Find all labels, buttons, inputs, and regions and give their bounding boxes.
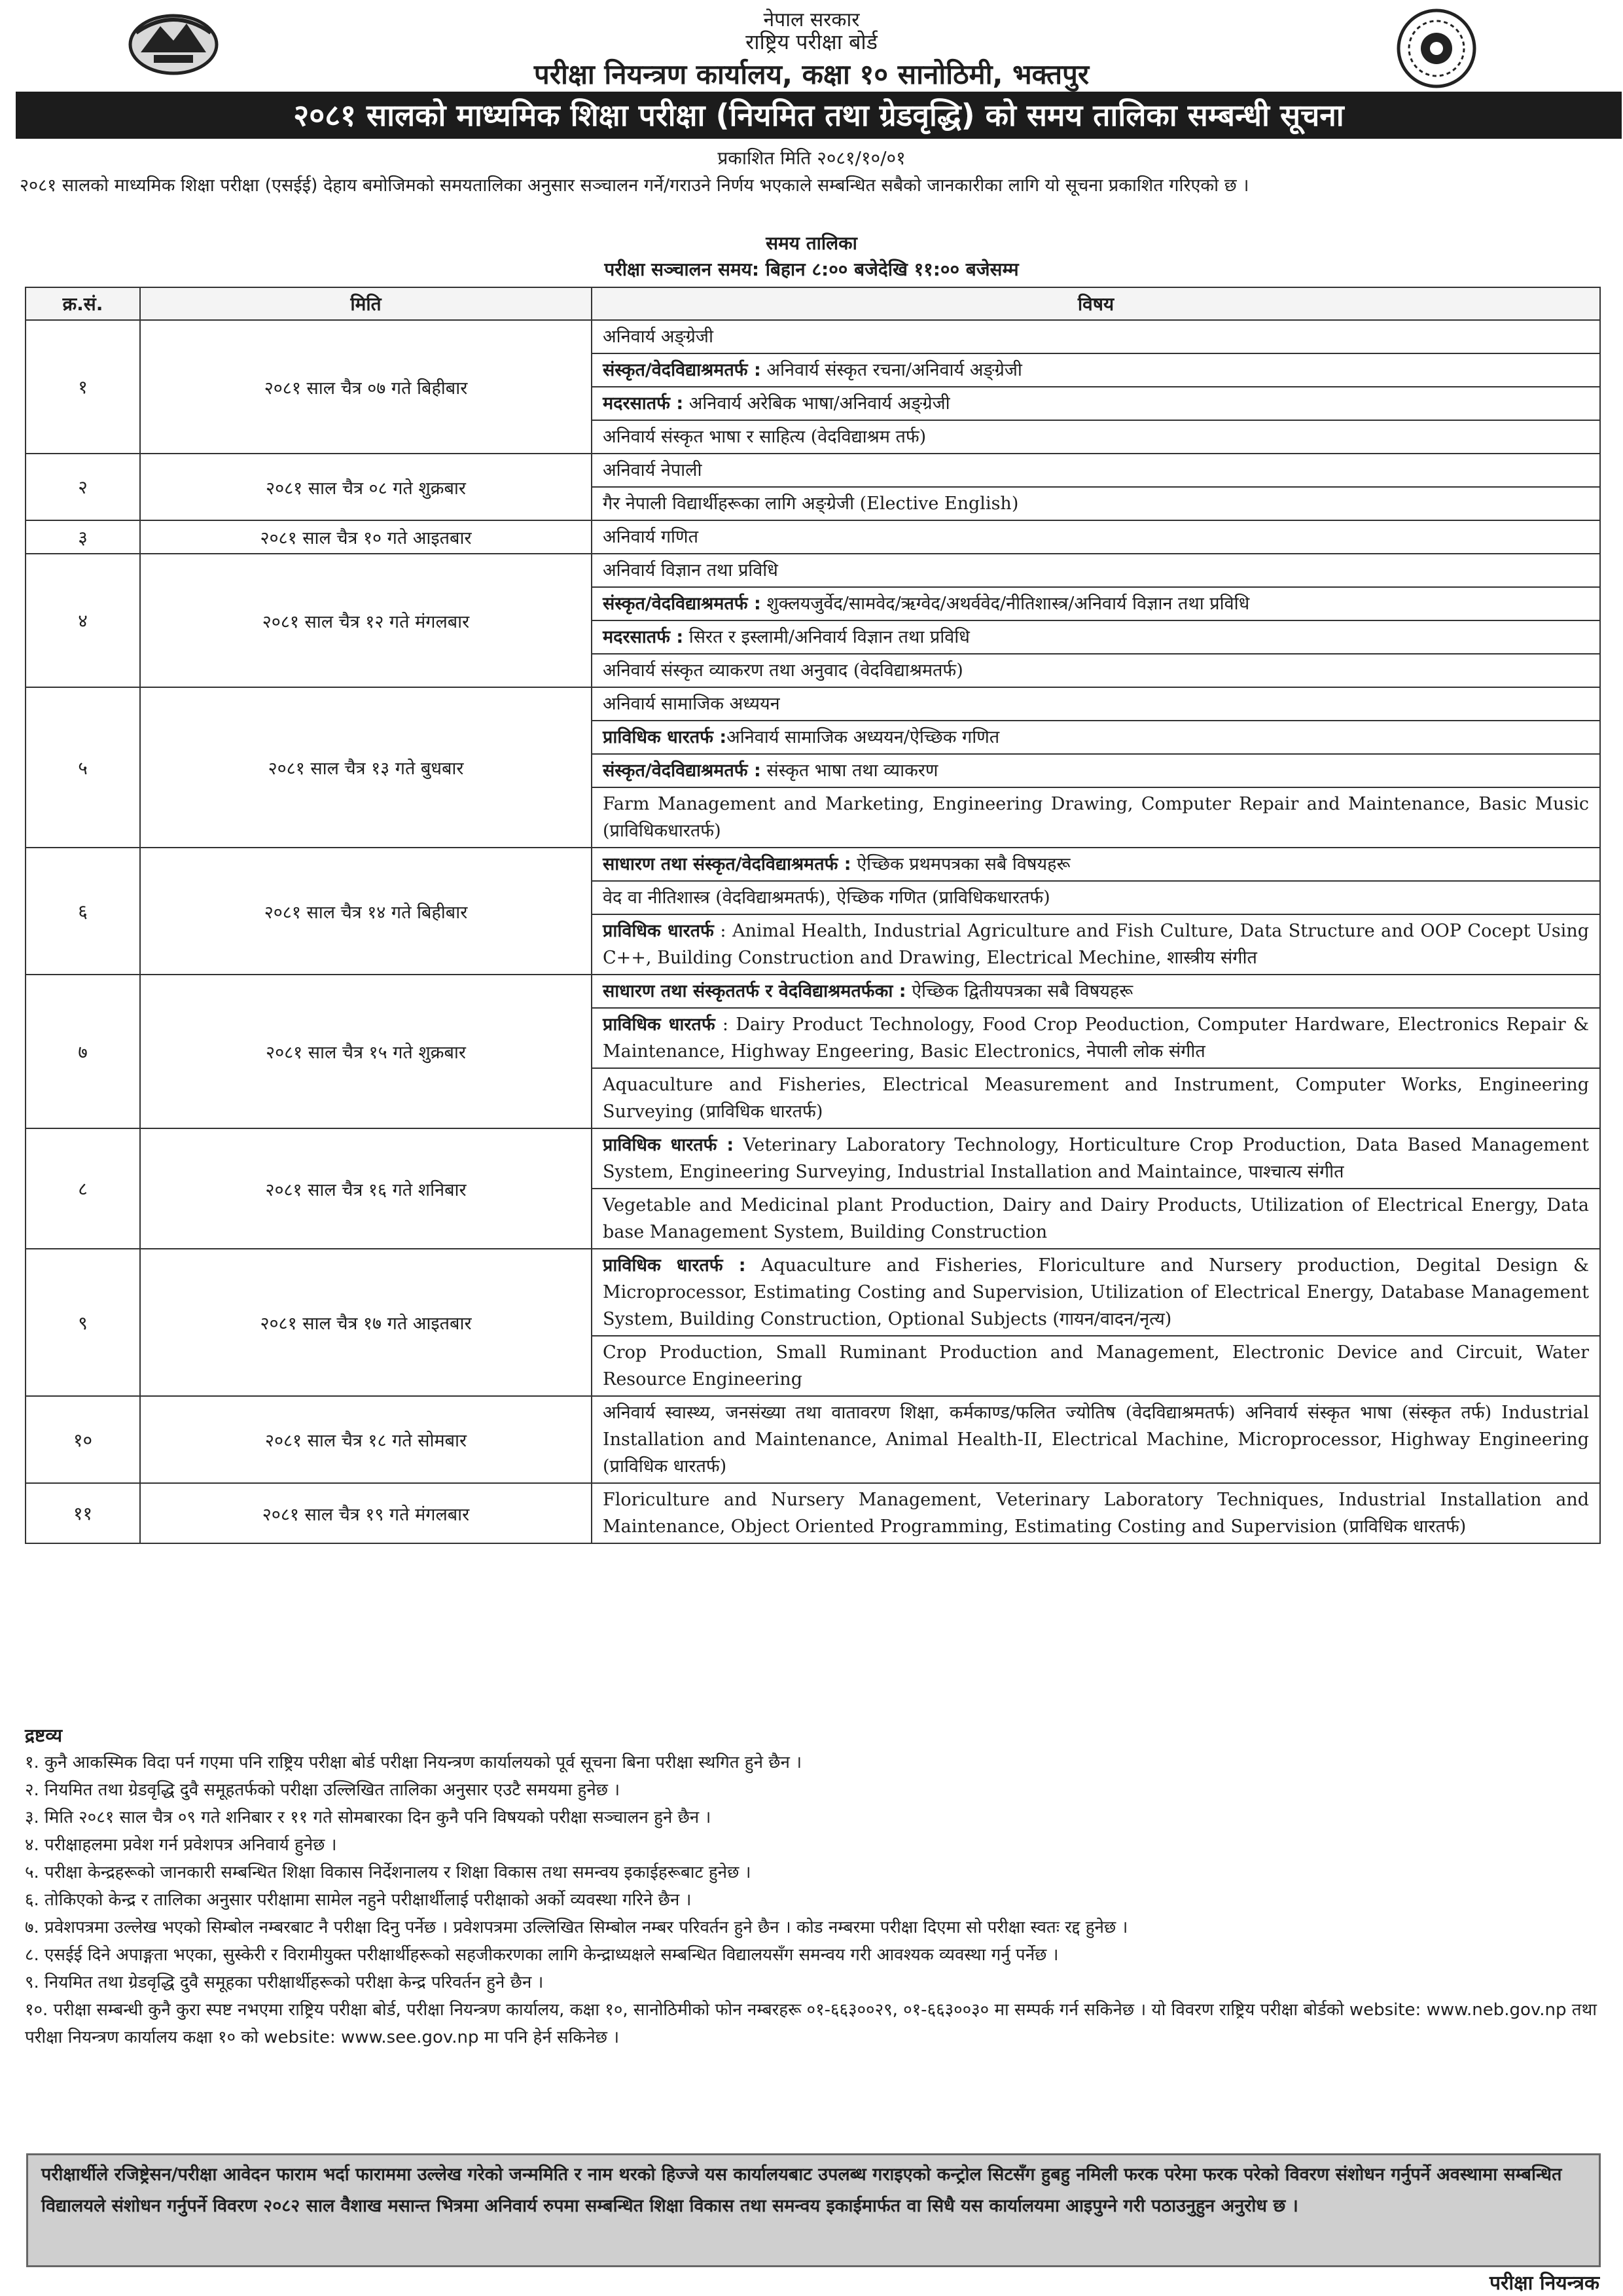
- subject-cell: [592, 1249, 1600, 1336]
- subject-cell: [592, 320, 1600, 353]
- note-item: २. नियमित तथा ग्रेडवृद्धि दुवै समूहतर्फको परीक्षा उल्लिखित तालिका अनुसार एउटै समयमा हुनेछ ।: [25, 1780, 620, 1800]
- table-row: [26, 975, 1600, 1008]
- subject-text: Crop Production, Small Ruminant Production and Management, Electronic Device and Circuit, Water Resource Engineering: [603, 1342, 1589, 1390]
- subject-cell: [592, 587, 1600, 620]
- date-cell: २०८१ साल चैत्र १३ गते बुधबार: [140, 687, 592, 848]
- note-item: ४. परीक्षाहलमा प्रवेश गर्न प्रवेशपत्र अनिवार्य हुनेछ ।: [25, 1835, 337, 1855]
- table-row: [26, 554, 1600, 587]
- subject-text: अनिवार्य संस्कृत व्याकरण तथा अनुवाद (वेदविद्याश्रमतर्फ): [603, 660, 963, 681]
- serial-cell: ८: [26, 1128, 140, 1249]
- subject-cell: [592, 687, 1600, 721]
- date-cell: २०८१ साल चैत्र १० गते आइतबार: [140, 520, 592, 554]
- subject-cell: [592, 1128, 1600, 1189]
- subject-cell: [592, 1068, 1600, 1128]
- subject-text: अनिवार्य अरेबिक भाषा/अनिवार्य अङ्ग्रेजी: [683, 393, 950, 414]
- subject-text: अनिवार्य सामाजिक अध्ययन/ऐच्छिक गणित: [726, 727, 1000, 747]
- table-row: [26, 1249, 1600, 1336]
- notes-title: द्रष्टव्य: [25, 1725, 63, 1746]
- subject-text: गैर नेपाली विद्यार्थीहरूका लागि अङ्ग्रेजी (Elective English): [603, 493, 1019, 514]
- table-row: [26, 320, 1600, 353]
- serial-cell: १: [26, 320, 140, 454]
- subject-text: Vegetable and Medicinal plant Production, Dairy and Dairy Products, Utilization of Electrical Energy, Data base Management System, Building Construction: [603, 1195, 1589, 1242]
- serial-cell: ४: [26, 554, 140, 687]
- serial-cell: ६: [26, 848, 140, 975]
- notice-box: परीक्षार्थीले रजिष्ट्रेसन/परीक्षा आवेदन फाराम भर्दा फाराममा उल्लेख गरेको जन्ममिति र नाम थरको हिज्जे यस कार्यालयबाट उपलब्ध गराइएको कन्ट्रोल सिटसँग हुबहु नमिली फरक परेमा फरक परेको विवरण संशोधन गर्नुपर्ने अवस्थामा सम्बन्धित विद्यालयले संशोधन गर्नुपर्ने विवरण २०८२ साल वैशाख मसान्त भित्रमा अनिवार्य रुपमा सम्बन्धित शिक्षा विकास तथा समन्वय इकाईमार्फत वा सिधै यस कार्यालयमा आइपुग्ने गरी पठाउनुहुन अनुरोध छ ।: [26, 2153, 1601, 2267]
- subject-cell: [592, 420, 1600, 454]
- notice-title-banner: २०८१ सालको माध्यमिक शिक्षा परीक्षा (नियमित तथा ग्रेडवृद्धि) को समय तालिका सम्बन्धी सूचना: [16, 92, 1622, 139]
- subject-cell: [592, 754, 1600, 787]
- note-item: १. कुनै आकस्मिक विदा पर्न गएमा पनि राष्ट्रिय परीक्षा बोर्ड परीक्षा नियन्त्रण कार्यालयको पूर्व सूचना बिना परीक्षा स्थगित हुने छैन ।: [25, 1753, 802, 1772]
- note-item: ५. परीक्षा केन्द्रहरूको जानकारी सम्बन्धित शिक्षा विकास निर्देशनालय र शिक्षा विकास तथा समन्वय इकाईहरूबाट हुनेछ ।: [25, 1863, 751, 1882]
- schedule-table: [25, 287, 1601, 1544]
- col-header-date: मिति: [140, 287, 592, 320]
- date-cell: २०८१ साल चैत्र १२ गते मंगलबार: [140, 554, 592, 687]
- subject-text: सिरत र इस्लामी/अनिवार्य विज्ञान तथा प्रविधि: [683, 627, 970, 647]
- table-header-row: [26, 287, 1600, 320]
- subject-cell: [592, 487, 1600, 520]
- stream-label: प्राविधिक धारतर्फ :: [603, 1135, 734, 1155]
- serial-cell: ११: [26, 1483, 140, 1543]
- board-name: राष्ट्रिय परीक्षा बोर्ड: [745, 29, 878, 54]
- subject-text: ऐच्छिक द्वितीयपत्रका सबै विषयहरू: [906, 981, 1133, 1001]
- government-name: नेपाल सरकार: [763, 9, 860, 31]
- subject-text: Veterinary Laboratory Technology, Horticulture Crop Production, Data Based Management System, Engineering Surveying, Industrial Installation and Maintaince, पाश्चात्य संगीत: [603, 1135, 1590, 1182]
- subject-cell: [592, 787, 1600, 848]
- subject-text: Floriculture and Nursery Management, Veterinary Laboratory Techniques, Industrial Installation and Maintenance, Object Oriented Programming, Estimating Costing and Supervision (प्राविधिक धारतर्फ): [603, 1490, 1589, 1537]
- stream-label: संस्कृत/वेदविद्याश्रमतर्फ :: [603, 761, 761, 781]
- stream-label: प्राविधिक धारतर्फ: [603, 1014, 715, 1035]
- subject-cell: [592, 1396, 1600, 1483]
- stream-label: साधारण तथा संस्कृत/वेदविद्याश्रमतर्फ :: [603, 854, 851, 874]
- col-header-serial: क्र.सं.: [26, 287, 140, 320]
- note-item: ८. एसईई दिने अपाङ्गता भएका, सुस्केरी र विरामीयुक्त परीक्षार्थीहरूको सहजीकरणका लागि केन्द्राध्यक्षले सम्बन्धित विद्यालयसँग समन्वय गरी आवश्यक व्यवस्था गर्नु पर्नेछ ।: [25, 1945, 1059, 1965]
- subject-text: अनिवार्य अङ्ग्रेजी: [603, 327, 713, 347]
- note-item: ७. प्रवेशपत्रमा उल्लेख भएको सिम्बोल नम्बरबाट नै परीक्षा दिनु पर्नेछ । प्रवेशपत्रमा उल्लिखित सिम्बोल नम्बर परिवर्तन हुने छैन । कोड नम्बरमा परीक्षा दिएमा सो परीक्षा स्वतः रद्द हुनेछ ।: [25, 1918, 1128, 1937]
- stream-label: प्राविधिक धारतर्फ: [603, 921, 714, 941]
- subject-text: अनिवार्य सामाजिक अध्ययन: [603, 694, 780, 714]
- subject-text: ऐच्छिक प्रथमपत्रका सबै विषयहरू: [851, 854, 1071, 874]
- published-date: प्रकाशित मिति २०८१/१०/०१: [717, 147, 906, 169]
- subject-text: Farm Management and Marketing, Engineering Drawing, Computer Repair and Maintenance, Basic Music (प्राविधिकधारतर्फ): [603, 794, 1589, 841]
- date-cell: २०८१ साल चैत्र ०७ गते बिहीबार: [140, 320, 592, 454]
- subject-cell: [592, 721, 1600, 754]
- date-cell: २०८१ साल चैत्र १७ गते आइतबार: [140, 1249, 592, 1396]
- subject-text: वेद वा नीतिशास्त्र (वेदविद्याश्रमतर्फ), ऐच्छिक गणित (प्राविधिकधारतर्फ): [603, 888, 1050, 908]
- serial-cell: २: [26, 454, 140, 520]
- signature-title: परीक्षा नियन्त्रक: [1489, 2272, 1599, 2295]
- note-item: ३. मिति २०८१ साल चैत्र ०९ गते शनिबार र ११ गते सोमबारका दिन कुनै पनि विषयको परीक्षा सञ्चालन हुने छैन ।: [25, 1808, 711, 1827]
- stream-label: संस्कृत/वेदविद्याश्रमतर्फ :: [603, 360, 761, 380]
- date-cell: २०८१ साल चैत्र १५ गते शुक्रबार: [140, 975, 592, 1128]
- date-cell: २०८१ साल चैत्र १६ गते शनिबार: [140, 1128, 592, 1249]
- subject-text: : Dairy Product Technology, Food Crop Peoduction, Computer Hardware, Electronics Repair & Maintenance, Highway Engeering, Basic Electronics, नेपाली लोक संगीत: [603, 1014, 1589, 1062]
- stream-label: मदरसातर्फ :: [603, 393, 684, 414]
- subject-cell: [592, 353, 1600, 387]
- table-row: [26, 454, 1600, 487]
- subject-text: Aquaculture and Fisheries, Electrical Measurement and Instrument, Computer Works, Engineering Surveying (प्राविधिक धारतर्फ): [603, 1075, 1589, 1122]
- subject-text: शुक्लयजुर्वेद/सामवेद/ऋग्वेद/अथर्ववेद/नीतिशास्त्र/अनिवार्य विज्ञान तथा प्रविधि: [760, 594, 1250, 614]
- subject-text: अनिवार्य विज्ञान तथा प्रविधि: [603, 560, 778, 581]
- subject-cell: [592, 975, 1600, 1008]
- note-item: १०. परीक्षा सम्बन्धी कुनै कुरा स्पष्ट नभएमा राष्ट्रिय परीक्षा बोर्ड, परीक्षा नियन्त्रण कार्यालय, कक्षा १०, सानोठिमीको फोन नम्बरहरू ०१-६६३००२९, ०१-६६३००३० मा सम्पर्क गर्न सकिनेछ । यो विवरण राष्ट्रिय परीक्षा बोर्डको website: www.neb.gov.np तथा परीक्षा नियन्त्रण कार्यालय कक्षा १० को website: www.see.gov.np मा पनि हेर्न सकिनेछ ।: [25, 2000, 1597, 2047]
- subject-text: अनिवार्य संस्कृत रचना/अनिवार्य अङ्ग्रेजी: [760, 360, 1022, 380]
- serial-cell: ७: [26, 975, 140, 1128]
- subject-text: अनिवार्य नेपाली: [603, 460, 702, 480]
- table-row: [26, 848, 1600, 881]
- serial-cell: ९: [26, 1249, 140, 1396]
- subject-cell: [592, 1189, 1600, 1249]
- subject-cell: [592, 454, 1600, 487]
- subject-text: अनिवार्य स्वास्थ्य, जनसंख्या तथा वातावरण शिक्षा, कर्मकाण्ड/फलित ज्योतिष (वेदविद्याश्रमतर्फ) अनिवार्य संस्कृत भाषा (संस्कृत तर्फ) Industrial Installation and Maintenance, Animal Health-II, Electrical Machine, Microprocessor, Highway Engineering (प्राविधिक धारतर्फ): [603, 1403, 1589, 1477]
- serial-cell: ५: [26, 687, 140, 848]
- date-cell: २०८१ साल चैत्र ०८ गते शुक्रबार: [140, 454, 592, 520]
- stream-label: साधारण तथा संस्कृततर्फ र वेदविद्याश्रमतर्फका :: [603, 981, 906, 1001]
- serial-cell: ३: [26, 520, 140, 554]
- subject-cell: [592, 848, 1600, 881]
- subject-text: : Animal Health, Industrial Agriculture and Fish Culture, Data Structure and OOP Cocept Using C++, Building Construction and Drawing, Electrical Mechine, शास्त्रीय संगीत: [603, 921, 1589, 968]
- intro-paragraph: २०८१ सालको माध्यमिक शिक्षा परीक्षा (एसईई) देहाय बमोजिमको समयतालिका अनुसार सञ्चालन गर्ने/गराउने निर्णय भएकाले सम्बन्धित सबैको जानकारीका लागि यो सूचना प्रकाशित गरिएको छ ।: [20, 175, 1249, 196]
- stream-label: संस्कृत/वेदविद्याश्रमतर्फ :: [603, 594, 761, 614]
- table-row: [26, 1128, 1600, 1189]
- stream-label: प्राविधिक धारतर्फ :: [603, 1255, 746, 1276]
- schedule-title: समय तालिका: [766, 232, 857, 254]
- date-cell: २०८१ साल चैत्र १८ गते सोमबार: [140, 1396, 592, 1483]
- col-header-subject: विषय: [592, 287, 1600, 320]
- subject-cell: [592, 620, 1600, 654]
- subject-text: संस्कृत भाषा तथा व्याकरण: [760, 761, 938, 781]
- subject-cell: [592, 1336, 1600, 1396]
- subject-cell: [592, 1008, 1600, 1068]
- subject-text: अनिवार्य गणित: [603, 527, 698, 547]
- serial-cell: १०: [26, 1396, 140, 1483]
- note-item: ९. नियमित तथा ग्रेडवृद्धि दुवै समूहका परीक्षार्थीहरूको परीक्षा केन्द्र परिवर्तन हुने छैन ।: [25, 1973, 544, 1992]
- subject-cell: [592, 1483, 1600, 1543]
- table-row: [26, 520, 1600, 554]
- subject-cell: [592, 554, 1600, 587]
- subject-text: Aquaculture and Fisheries, Floriculture and Nursery production, Degital Design & Microprocessor, Estimating Costing and Supervision, Utilization of Electrical Energy, Database Management System, Building Construction, Optional Subjects (गायन/वादन/नृत्य): [603, 1255, 1589, 1329]
- subject-text: अनिवार्य संस्कृत भाषा र साहित्य (वेदविद्याश्रम तर्फ): [603, 427, 927, 447]
- stream-label: प्राविधिक धारतर्फ :: [603, 727, 727, 747]
- office-name: परीक्षा नियन्त्रण कार्यालय, कक्षा १० सानोठिमी, भक्तपुर: [533, 58, 1090, 90]
- table-row: [26, 1483, 1600, 1543]
- notes-list: [25, 1749, 1602, 2051]
- stream-label: मदरसातर्फ :: [603, 627, 684, 647]
- table-row: [26, 687, 1600, 721]
- date-cell: २०८१ साल चैत्र १९ गते मंगलबार: [140, 1483, 592, 1543]
- subject-cell: [592, 914, 1600, 975]
- subject-cell: [592, 387, 1600, 420]
- subject-cell: [592, 881, 1600, 914]
- date-cell: २०८१ साल चैत्र १४ गते बिहीबार: [140, 848, 592, 975]
- subject-cell: [592, 654, 1600, 687]
- table-row: [26, 1396, 1600, 1483]
- exam-time: परीक्षा सञ्चालन समय: बिहान ८:०० बजेदेखि ११:०० बजेसम्म: [604, 259, 1019, 280]
- subject-cell: [592, 520, 1600, 554]
- note-item: ६. तोकिएको केन्द्र र तालिका अनुसार परीक्षामा सामेल नहुने परीक्षार्थीलाई परीक्षाको अर्को व्यवस्था गरिने छैन ।: [25, 1890, 692, 1910]
